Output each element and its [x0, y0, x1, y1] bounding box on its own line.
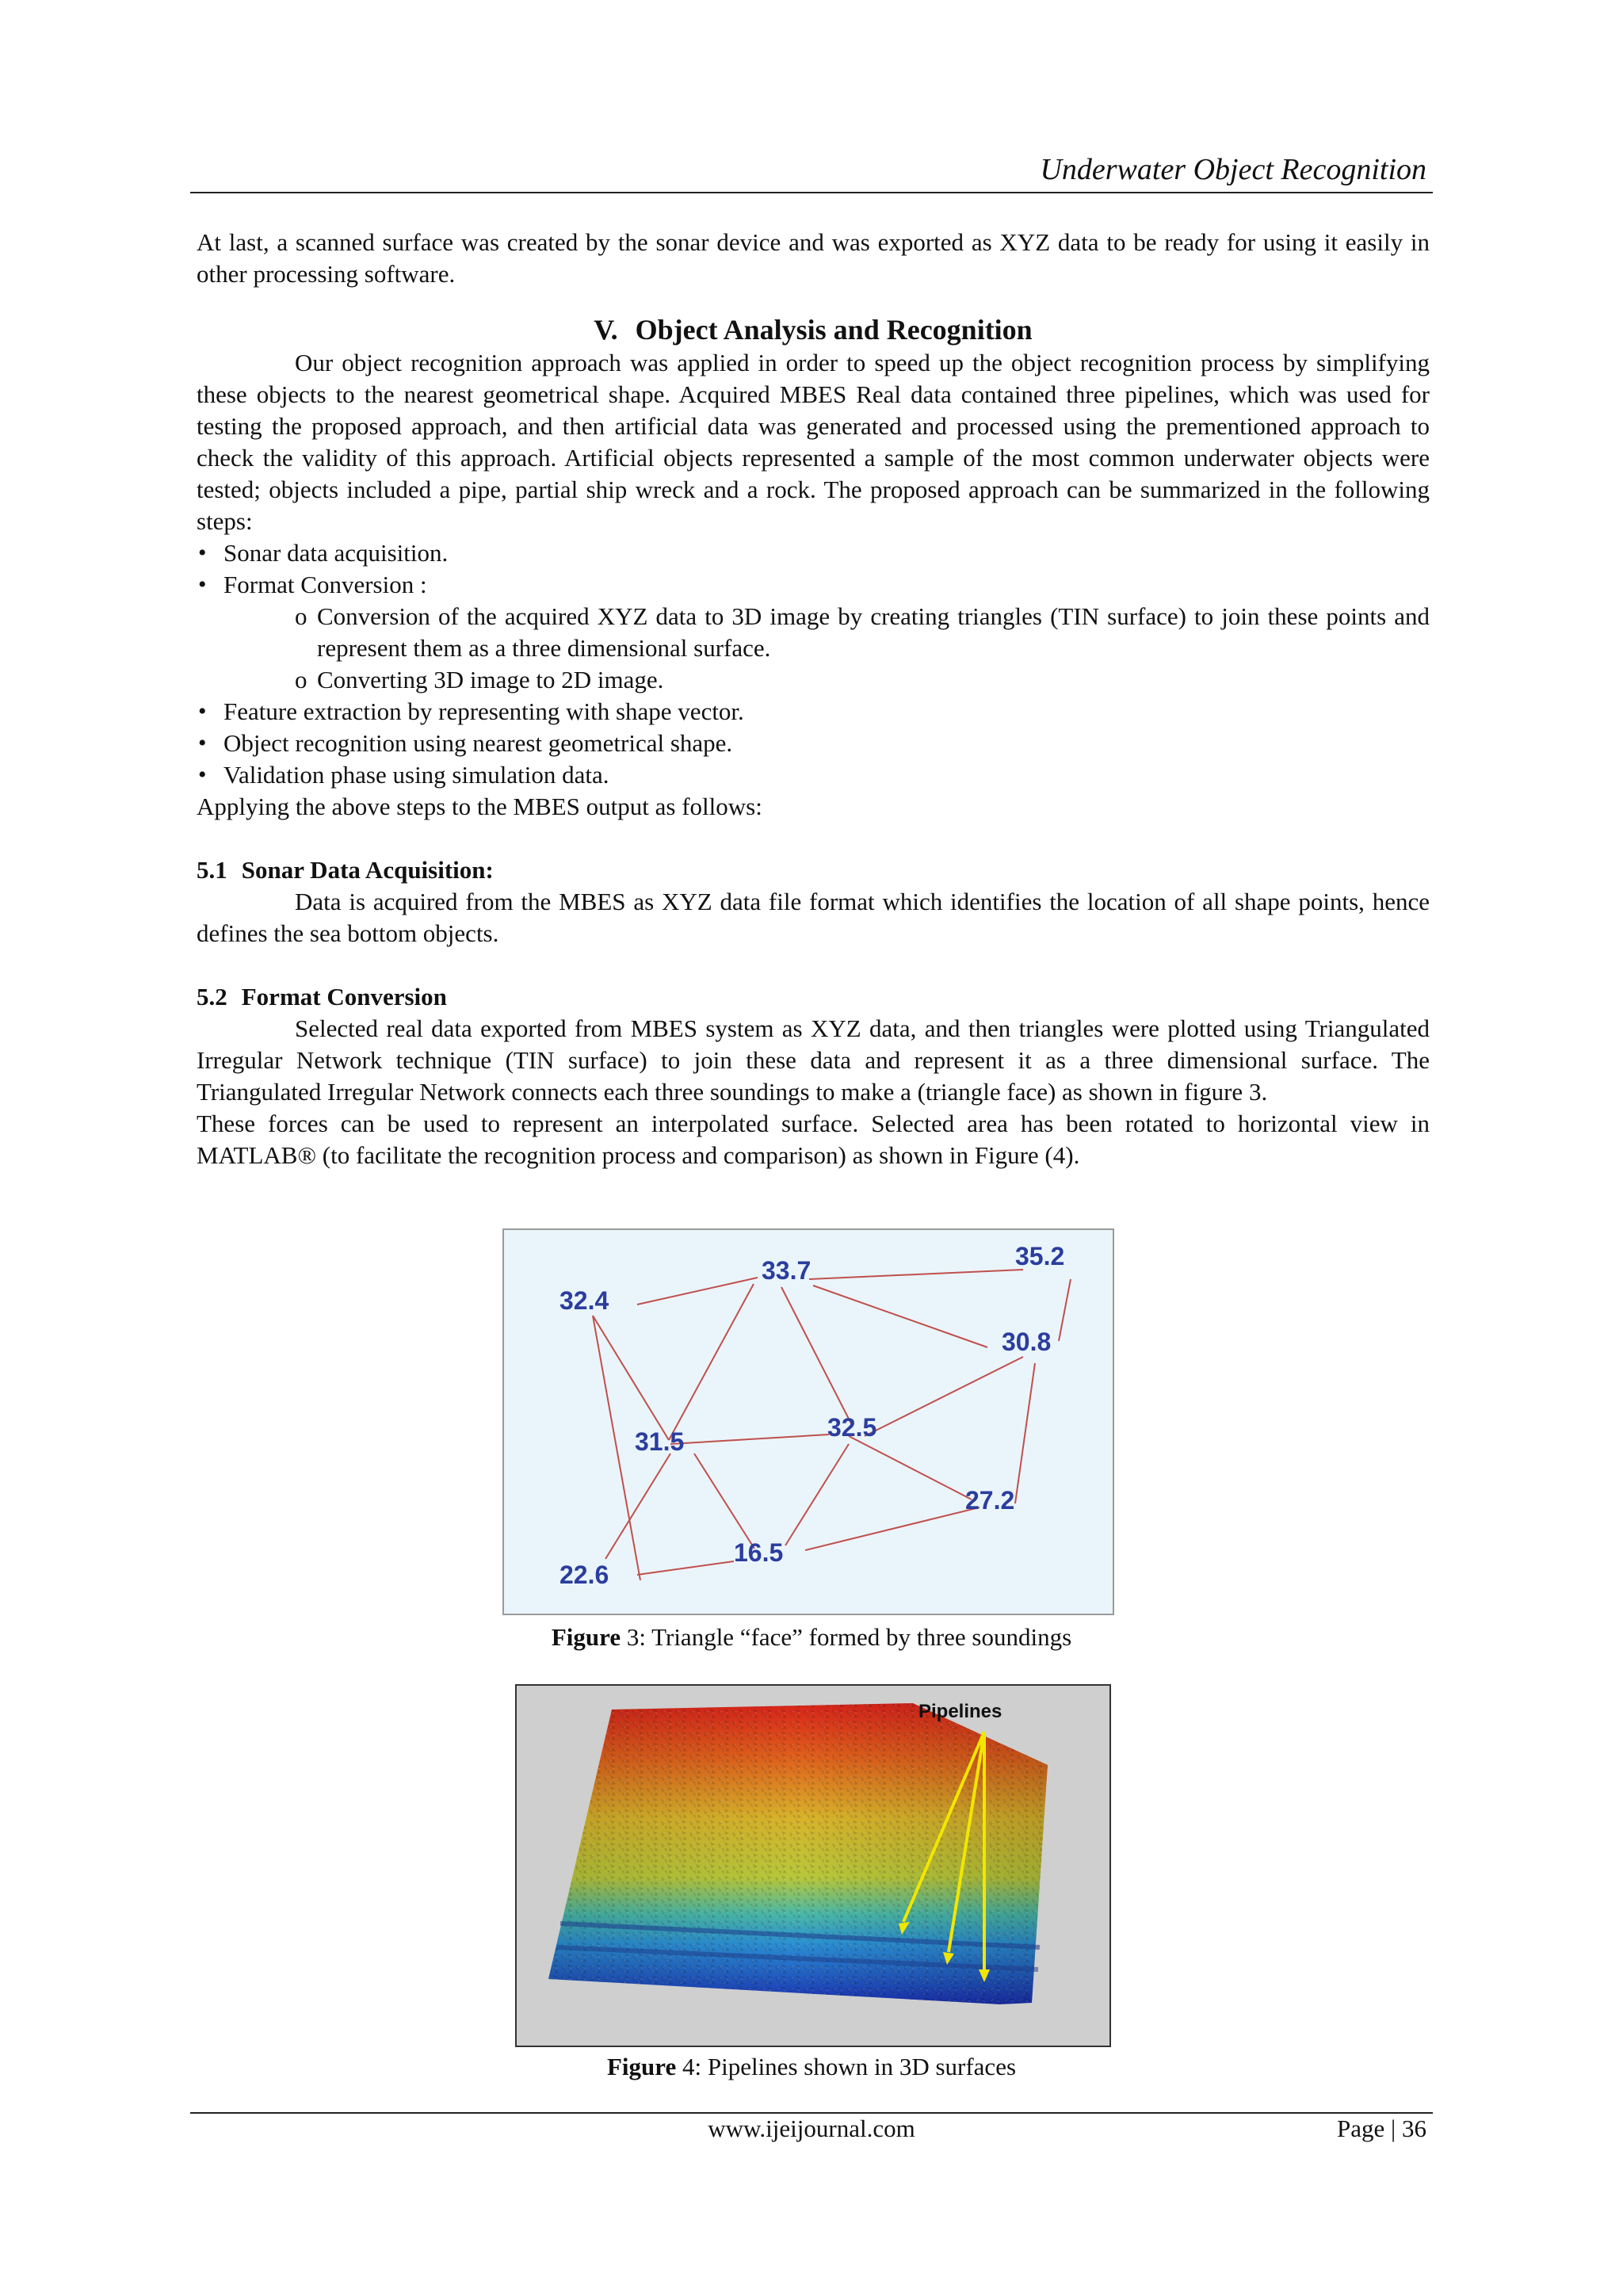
tin-edge	[865, 1357, 1023, 1436]
sounding-label: 32.4	[559, 1286, 609, 1315]
caption-label: Figure	[606, 2053, 677, 2080]
subsection-5-2-paragraph-2: These forces can be used to represent an interpolated surface. Selected area has been rotated to horizontal view in MATLAB® (to facilitate the recognition process and comparison) as shown in Figure (4).	[197, 1110, 1430, 1169]
subsection-5-2-heading	[197, 981, 1430, 1013]
subsection-number: 5.2	[197, 983, 227, 1010]
tin-edge	[605, 1454, 670, 1559]
tin-edge	[637, 1561, 734, 1575]
tin-edge	[669, 1284, 754, 1440]
list-item: • Sonar data acquisition.	[197, 537, 1430, 569]
footer-page-number: Page | 36	[1337, 2115, 1426, 2142]
list-item	[197, 569, 1430, 696]
tin-edge	[809, 1270, 1023, 1279]
footer-url: www.ijeijournal.com	[708, 2115, 915, 2142]
sounding-label: 27.2	[965, 1486, 1015, 1515]
tin-edge	[1059, 1279, 1071, 1341]
tin-edge	[849, 1436, 972, 1499]
sounding-label: 32.5	[827, 1413, 877, 1442]
caption-label: Figure	[551, 1623, 621, 1651]
list-item-text: Format Conversion :	[223, 571, 427, 598]
sounding-label: 35.2	[1015, 1242, 1065, 1270]
section-number: V.	[594, 314, 618, 346]
running-header-title: Underwater Object Recognition	[1040, 153, 1426, 186]
sub-steps-list	[223, 601, 1430, 696]
tin-edge	[781, 1287, 853, 1427]
tin-edge	[813, 1286, 987, 1347]
after-steps-text: Applying the above steps to the MBES output as follows:	[197, 793, 762, 820]
sounding-label: 22.6	[559, 1561, 609, 1589]
tin-svg	[504, 1230, 1113, 1614]
sub-list-item: o Conversion of the acquired XYZ data to 3D image by creating triangles (TIN surface) to join these points and represent them as a three dimensional surface.	[295, 601, 1430, 664]
tin-edge	[637, 1278, 758, 1305]
tin-edge	[785, 1444, 849, 1545]
tin-edge	[1015, 1363, 1035, 1503]
list-item: • Object recognition using nearest geometrical shape.	[197, 728, 1430, 759]
section-title-text: Object Analysis and Recognition	[635, 314, 1033, 346]
tin-labels	[559, 1242, 1064, 1589]
header-rule	[190, 192, 1433, 193]
list-item: • Feature extraction by representing with shape vector.	[197, 696, 1430, 728]
intro-paragraph: At last, a scanned surface was created by the sonar device and was exported as XYZ data to be ready for using it easily in other processing software.	[197, 228, 1430, 288]
steps-list	[197, 537, 1430, 791]
sounding-label: 16.5	[734, 1538, 784, 1567]
section-paragraph: Our object recognition approach was applied in order to speed up the object recognition process by simplifying these objects to the nearest geometrical shape. Acquired MBES Real data contained three pipelines, which was used for testing the proposed approach, and then artificial data was generated and processed using the prementioned approach to check the validity of this approach. Artificial objects represented a sample of the most common underwater objects were tested; objects included a pipe, partial ship wreck and a rock. The proposed approach can be summarized in the following steps:	[197, 349, 1430, 535]
surface-svg	[517, 1686, 1109, 2046]
figure-3-caption	[0, 1623, 1623, 1652]
pipelines-annotation: Pipelines	[918, 1701, 1002, 1722]
sub-list-item: o Converting 3D image to 2D image.	[295, 664, 1430, 696]
figure-4-3d-surface	[515, 1684, 1111, 2047]
subsection-number: 5.1	[197, 856, 227, 884]
sounding-label: 33.7	[762, 1256, 812, 1285]
list-item: • Validation phase using simulation data.	[197, 759, 1430, 791]
subsection-title: Sonar Data Acquisition:	[241, 856, 494, 884]
figure-4-caption	[0, 2053, 1623, 2081]
caption-text: 3: Triangle “face” formed by three soundings	[621, 1623, 1072, 1651]
section-heading	[197, 312, 1430, 347]
tin-edge	[670, 1435, 829, 1444]
footer-rule	[190, 2112, 1433, 2114]
subsection-title: Format Conversion	[241, 983, 447, 1010]
figure-3-tin-diagram	[502, 1228, 1114, 1615]
subsection-5-1-paragraph: Data is acquired from the MBES as XYZ data file format which identifies the location of all shape points, hence defines the sea bottom objects.	[197, 888, 1430, 947]
tin-edge	[805, 1507, 980, 1550]
sounding-label: 30.8	[1002, 1328, 1052, 1356]
main-text	[197, 227, 1430, 1171]
tin-edge	[694, 1454, 754, 1549]
subsection-5-1-heading	[197, 854, 1430, 886]
caption-text: 4: Pipelines shown in 3D surfaces	[676, 2053, 1017, 2080]
subsection-5-2-paragraph-1: Selected real data exported from MBES system as XYZ data, and then triangles were plotted using Triangulated Irregular Network technique (TIN surface) to join these data and represent it as a three dimensional surface. The Triangulated Irregular Network connects each three soundings to make a (triangle face) as shown in figure 3.	[197, 1014, 1430, 1106]
sounding-label: 31.5	[635, 1427, 685, 1456]
